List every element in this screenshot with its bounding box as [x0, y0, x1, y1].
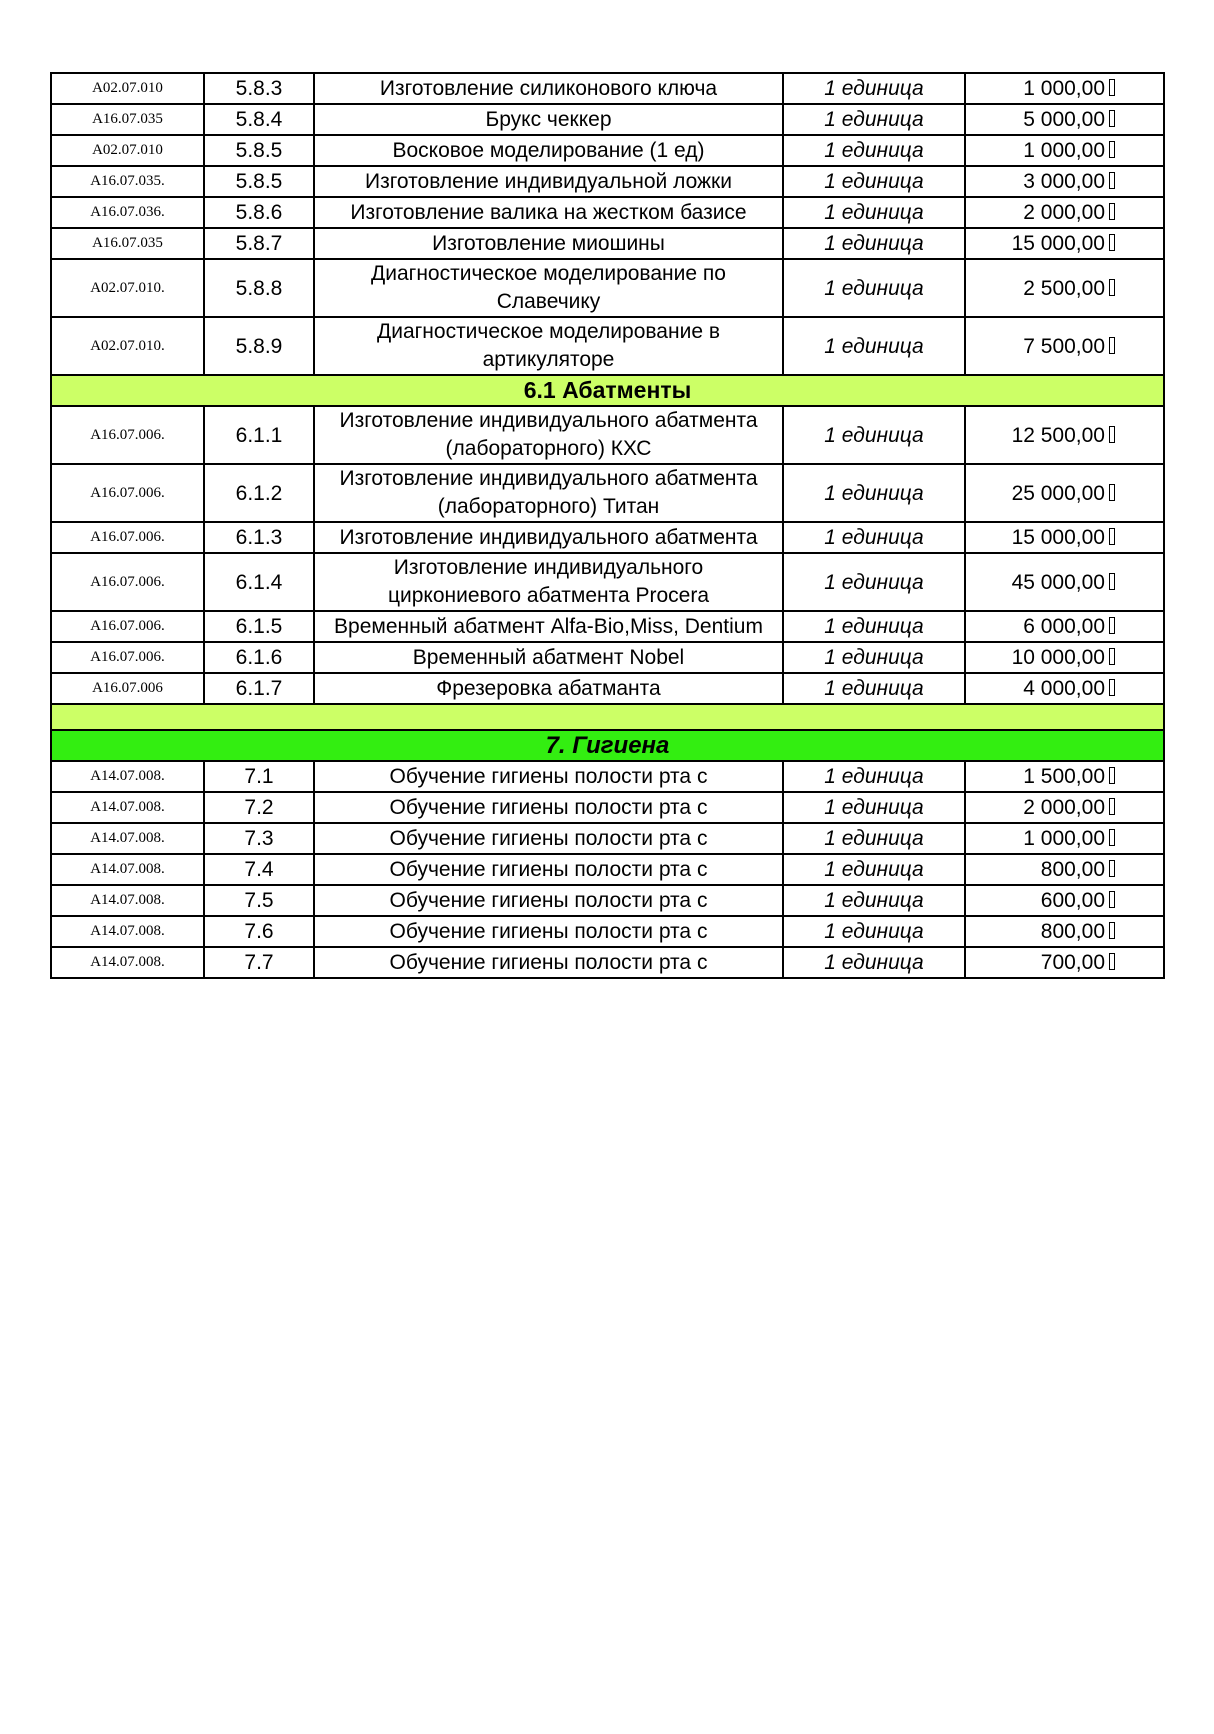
service-code: A16.07.036.: [51, 197, 204, 228]
unit: 1 единица: [783, 553, 965, 611]
price: [965, 761, 1164, 792]
service-name-line1: Изготовление индивидуального абатмента: [339, 409, 758, 432]
price-value: 1 000,00: [1023, 77, 1105, 100]
table-row: [51, 464, 1164, 522]
item-number: 5.8.5: [204, 166, 314, 197]
service-code: A14.07.008.: [51, 885, 204, 916]
unit: 1 единица: [783, 522, 965, 553]
price-value: 2 000,00: [1023, 796, 1105, 819]
unit: 1 единица: [783, 792, 965, 823]
price: [965, 317, 1164, 375]
unit: 1 единица: [783, 197, 965, 228]
missing-glyph-icon: [1109, 279, 1115, 296]
service-code: A16.07.035.: [51, 166, 204, 197]
unit: 1 единица: [783, 166, 965, 197]
missing-glyph-icon: [1109, 679, 1115, 696]
missing-glyph-icon: [1109, 484, 1115, 501]
service-name-line1: Диагностическое моделирование по: [371, 262, 726, 285]
item-number: 7.7: [204, 947, 314, 978]
price: [965, 792, 1164, 823]
table-row: [51, 761, 1164, 792]
unit: 1 единица: [783, 761, 965, 792]
service-code: A14.07.008.: [51, 792, 204, 823]
price: [965, 73, 1164, 104]
service-code: A16.07.006.: [51, 522, 204, 553]
service-name: Изготовление миошины: [314, 228, 783, 259]
unit: 1 единица: [783, 464, 965, 522]
item-number: 5.8.5: [204, 135, 314, 166]
unit: 1 единица: [783, 916, 965, 947]
price-value: 600,00: [1040, 889, 1105, 912]
table-row: [51, 259, 1164, 317]
unit: 1 единица: [783, 317, 965, 375]
service-code: A16.07.006.: [51, 611, 204, 642]
unit: 1 единица: [783, 947, 965, 978]
price-value: 800,00: [1040, 920, 1105, 943]
table-row: [51, 642, 1164, 673]
table-row: [51, 916, 1164, 947]
table-row: [51, 553, 1164, 611]
section-header-hygiene: [51, 730, 1164, 761]
item-number: 5.8.6: [204, 197, 314, 228]
missing-glyph-icon: [1109, 617, 1115, 634]
price-value: 12 500,00: [1011, 423, 1105, 447]
service-code: A02.07.010: [51, 73, 204, 104]
service-name-line2: циркониевого абатмента Procera: [387, 584, 710, 607]
item-number: 6.1.7: [204, 673, 314, 704]
missing-glyph-icon: [1109, 426, 1115, 443]
service-code: A14.07.008.: [51, 823, 204, 854]
service-code: A14.07.008.: [51, 947, 204, 978]
price-value: 1 000,00: [1023, 139, 1105, 162]
service-code: A14.07.008.: [51, 854, 204, 885]
price: [965, 947, 1164, 978]
missing-glyph-icon: [1109, 953, 1115, 970]
service-name-line1: Диагностическое моделирование в: [377, 320, 720, 343]
price: [965, 854, 1164, 885]
service-name: Изготовление валика на жестком базисе: [314, 197, 783, 228]
item-number: 5.8.3: [204, 73, 314, 104]
missing-glyph-icon: [1109, 79, 1115, 96]
service-name-line2: (лабораторного) Титан: [437, 495, 660, 518]
item-number: 6.1.1: [204, 406, 314, 464]
price-value: 5 000,00: [1023, 108, 1105, 131]
table-row: [51, 673, 1164, 704]
price-value: 2 500,00: [1023, 276, 1105, 300]
unit: 1 единица: [783, 611, 965, 642]
missing-glyph-icon: [1109, 203, 1115, 220]
service-name: Изготовление индивидуального абатмента: [314, 522, 783, 553]
service-name: Обучение гигиены полости рта с: [314, 947, 783, 978]
item-number: 6.1.6: [204, 642, 314, 673]
price-value: 1 500,00: [1023, 765, 1105, 788]
unit: 1 единица: [783, 673, 965, 704]
missing-glyph-icon: [1109, 922, 1115, 939]
price-value: 2 000,00: [1023, 201, 1105, 224]
table-row: [51, 792, 1164, 823]
table-row: [51, 197, 1164, 228]
price: [965, 642, 1164, 673]
missing-glyph-icon: [1109, 337, 1115, 354]
service-name-line1: Изготовление индивидуального абатмента: [339, 467, 758, 490]
price-value: 3 000,00: [1023, 170, 1105, 193]
price: [965, 104, 1164, 135]
price: [965, 228, 1164, 259]
service-name: Обучение гигиены полости рта с: [314, 761, 783, 792]
service-name: Временный абатмент Nobel: [314, 642, 783, 673]
table-row: [51, 406, 1164, 464]
price-value: 45 000,00: [1011, 570, 1105, 594]
price-value: 7 500,00: [1023, 334, 1105, 358]
item-number: 7.1: [204, 761, 314, 792]
price: [965, 166, 1164, 197]
service-code: A02.07.010.: [51, 259, 204, 317]
missing-glyph-icon: [1109, 829, 1115, 846]
missing-glyph-icon: [1109, 110, 1115, 127]
service-name: Изготовление силиконового ключа: [314, 73, 783, 104]
unit: 1 единица: [783, 406, 965, 464]
item-number: 5.8.9: [204, 317, 314, 375]
table-row: [51, 228, 1164, 259]
price-table: [50, 72, 1165, 979]
table-row: [51, 104, 1164, 135]
unit: 1 единица: [783, 823, 965, 854]
price-value: 4 000,00: [1023, 677, 1105, 700]
item-number: 7.2: [204, 792, 314, 823]
service-code: A16.07.006.: [51, 406, 204, 464]
section-spacer: [51, 704, 1164, 730]
service-name: [314, 553, 783, 611]
service-name: Обучение гигиены полости рта с: [314, 916, 783, 947]
price: [965, 464, 1164, 522]
missing-glyph-icon: [1109, 767, 1115, 784]
missing-glyph-icon: [1109, 141, 1115, 158]
service-code: A16.07.006.: [51, 642, 204, 673]
table-row: [51, 73, 1164, 104]
table-row: [51, 947, 1164, 978]
table-row: [51, 823, 1164, 854]
service-code: A02.07.010.: [51, 317, 204, 375]
table-row: [51, 135, 1164, 166]
price: [965, 611, 1164, 642]
missing-glyph-icon: [1109, 860, 1115, 877]
price-value: 15 000,00: [1011, 232, 1105, 255]
missing-glyph-icon: [1109, 172, 1115, 189]
item-number: 6.1.2: [204, 464, 314, 522]
service-name: Обучение гигиены полости рта с: [314, 854, 783, 885]
unit: 1 единица: [783, 228, 965, 259]
service-name: Обучение гигиены полости рта с: [314, 823, 783, 854]
table-row: [51, 166, 1164, 197]
service-name: Обучение гигиены полости рта с: [314, 885, 783, 916]
table-row: [51, 522, 1164, 553]
unit: 1 единица: [783, 104, 965, 135]
table-row: [51, 317, 1164, 375]
price: [965, 259, 1164, 317]
service-name-line1: Изготовление индивидуального: [393, 556, 704, 579]
service-name: Брукс чеккер: [314, 104, 783, 135]
service-name: [314, 317, 783, 375]
missing-glyph-icon: [1109, 798, 1115, 815]
price-list: [50, 72, 1163, 979]
service-name: Обучение гигиены полости рта с: [314, 792, 783, 823]
service-name-line2: (лабораторного) КХС: [445, 437, 652, 460]
price-value: 800,00: [1040, 858, 1105, 881]
service-code: A16.07.006.: [51, 553, 204, 611]
price-value: 700,00: [1040, 951, 1105, 974]
service-code: A16.07.035: [51, 104, 204, 135]
unit: 1 единица: [783, 885, 965, 916]
item-number: 7.4: [204, 854, 314, 885]
item-number: 6.1.4: [204, 553, 314, 611]
unit: 1 единица: [783, 854, 965, 885]
price-value: 15 000,00: [1011, 526, 1105, 549]
item-number: 7.5: [204, 885, 314, 916]
price: [965, 885, 1164, 916]
unit: 1 единица: [783, 73, 965, 104]
section-title: 7. Гигиена: [51, 730, 1164, 761]
item-number: 6.1.5: [204, 611, 314, 642]
price: [965, 197, 1164, 228]
item-number: 5.8.4: [204, 104, 314, 135]
item-number: 7.3: [204, 823, 314, 854]
price-value: 10 000,00: [1011, 646, 1105, 669]
service-name: Изготовление индивидуальной ложки: [314, 166, 783, 197]
price-value: 25 000,00: [1011, 481, 1105, 505]
price: [965, 553, 1164, 611]
item-number: 5.8.7: [204, 228, 314, 259]
price: [965, 916, 1164, 947]
service-name: Фрезеровка абатманта: [314, 673, 783, 704]
spacer-cell: [51, 704, 1164, 730]
unit: 1 единица: [783, 642, 965, 673]
missing-glyph-icon: [1109, 234, 1115, 251]
item-number: 6.1.3: [204, 522, 314, 553]
service-code: A14.07.008.: [51, 761, 204, 792]
price: [965, 406, 1164, 464]
missing-glyph-icon: [1109, 528, 1115, 545]
missing-glyph-icon: [1109, 648, 1115, 665]
service-name: Временный абатмент Alfa-Bio,Miss, Dentium: [314, 611, 783, 642]
service-code: A16.07.006: [51, 673, 204, 704]
table-row: [51, 611, 1164, 642]
missing-glyph-icon: [1109, 891, 1115, 908]
service-name: [314, 464, 783, 522]
price-value: 1 000,00: [1023, 827, 1105, 850]
service-name: Восковое моделирование (1 ед): [314, 135, 783, 166]
price: [965, 823, 1164, 854]
service-code: A16.07.006.: [51, 464, 204, 522]
service-code: A14.07.008.: [51, 916, 204, 947]
price: [965, 135, 1164, 166]
service-name-line2: артикуляторе: [482, 348, 615, 371]
section-header-abutments: [51, 375, 1164, 406]
unit: 1 единица: [783, 135, 965, 166]
table-row: [51, 854, 1164, 885]
service-code: A02.07.010: [51, 135, 204, 166]
missing-glyph-icon: [1109, 573, 1115, 590]
section-title: 6.1 Абатменты: [51, 375, 1164, 406]
service-code: A16.07.035: [51, 228, 204, 259]
table-row: [51, 885, 1164, 916]
item-number: 5.8.8: [204, 259, 314, 317]
item-number: 7.6: [204, 916, 314, 947]
price: [965, 673, 1164, 704]
service-name-line2: Славечику: [496, 290, 601, 313]
service-name: [314, 406, 783, 464]
price: [965, 522, 1164, 553]
unit: 1 единица: [783, 259, 965, 317]
price-value: 6 000,00: [1023, 615, 1105, 638]
service-name: [314, 259, 783, 317]
